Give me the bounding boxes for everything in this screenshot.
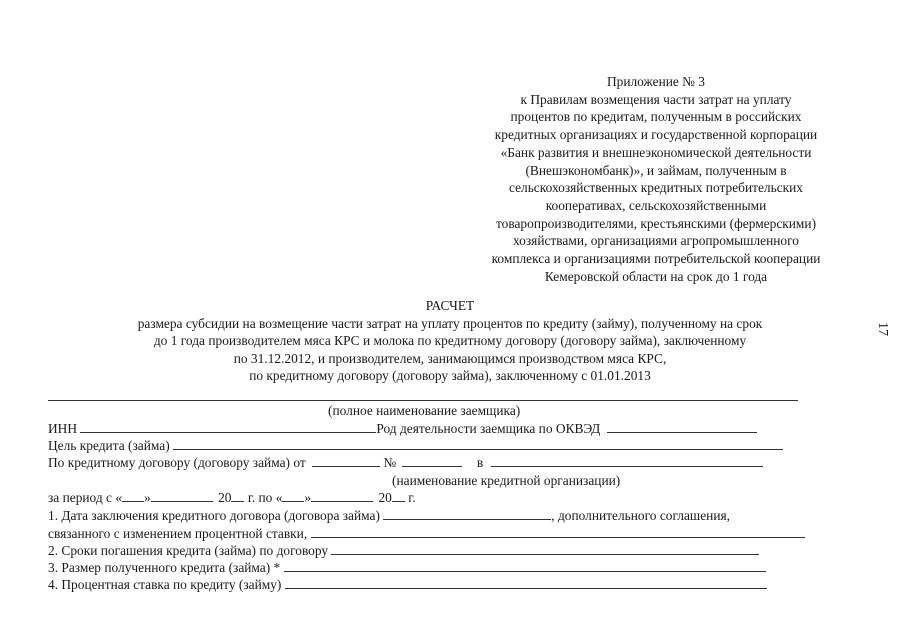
appendix-line: кредитных организациях и государственной корпорации (494, 127, 818, 143)
item-1-date-field[interactable] (383, 508, 551, 520)
item-4-label: 4. Процентная ставка по кредиту (займу) (48, 577, 282, 592)
period-start-month-field[interactable] (151, 490, 213, 502)
item-1-addendum-field[interactable] (311, 526, 805, 538)
appendix-line: (Внешэкономбанк)», и займам, полученным в (525, 162, 787, 178)
year-end: г. (408, 490, 416, 505)
period-end-year-field[interactable] (392, 490, 405, 502)
okved-label: Род деятельности заемщика по ОКВЭД (376, 421, 601, 436)
contract-date-field[interactable] (312, 455, 380, 467)
appendix-line: кооперативах, сельскохозяйственными (545, 197, 767, 213)
item-2-row (48, 543, 759, 559)
year-prefix-2: 20 (378, 490, 392, 505)
title-line: до 1 года производителем мяса КРС и молока по кредитному договору (договору займа), заключенному (153, 333, 747, 348)
borrower-caption: (полное наименование заемщика) (328, 403, 521, 418)
inn-field[interactable] (80, 421, 376, 433)
okved-field[interactable] (607, 421, 757, 433)
appendix-line: хозяйствами, организациями агропромышленного (512, 233, 799, 249)
item-1-label: 1. Дата заключения кредитного договора (договора займа) (48, 508, 380, 523)
appendix-line: товаропроизводителями, крестьянскими (фермерскими) (495, 215, 817, 231)
contract-row (48, 455, 763, 471)
credit-org-field[interactable] (491, 455, 763, 467)
quote-close-2: » (304, 490, 312, 505)
purpose-field[interactable] (173, 438, 783, 450)
appendix-line: сельскохозяйственных кредитных потребительских (508, 180, 804, 196)
period-end-month-field[interactable] (311, 490, 373, 502)
period-start-day-field[interactable] (122, 490, 144, 502)
inn-row (48, 421, 757, 437)
period-start-year-field[interactable] (231, 490, 244, 502)
year-prefix: 20 (218, 490, 232, 505)
item-3-label: 3. Размер полученного кредита (займа) * (48, 560, 281, 575)
quote-close: » (144, 490, 151, 505)
period-prefix: за период с « (48, 490, 123, 505)
year-suffix: г. по « (247, 490, 283, 505)
item-3-row (48, 560, 766, 576)
org-caption: (наименование кредитной организации) (392, 473, 621, 488)
contract-label: По кредитному договору (договору займа) от (48, 455, 306, 470)
item-2-label: 2. Сроки погашения кредита (займа) по договору (48, 543, 329, 558)
appendix-line: Приложение № 3 (606, 74, 706, 89)
item-4-row (48, 577, 767, 593)
inn-label: ИНН (48, 421, 78, 436)
appendix-line: процентов по кредитам, полученным в российских (510, 109, 802, 125)
item-1-cont-row (48, 526, 805, 542)
purpose-row (48, 438, 783, 454)
contract-number-field[interactable] (402, 455, 462, 467)
borrower-name-field[interactable] (48, 400, 798, 401)
in-label: в (476, 455, 484, 470)
page-number: 17 (875, 322, 890, 336)
title-line: по кредитному договору (договору займа), заключенному с 01.01.2013 (249, 368, 651, 383)
purpose-label: Цель кредита (займа) (48, 438, 170, 453)
appendix-line: Кемеровской области на срок до 1 года (544, 268, 768, 284)
item-2-field[interactable] (331, 543, 759, 555)
title-line: размера субсидии на возмещение части затрат на уплату процентов по кредиту (займу), полученному на срок (137, 315, 763, 331)
appendix-header (420, 73, 892, 285)
document-title (90, 297, 810, 385)
period-end-day-field[interactable] (282, 490, 304, 502)
appendix-line: к Правилам возмещения части затрат на уплату (520, 91, 792, 107)
appendix-line: «Банк развития и внешнеэкономической деятельности (500, 144, 812, 160)
title-heading: РАСЧЕТ (425, 298, 475, 313)
appendix-line: комплекса и организациями потребительской кооперации (491, 251, 821, 267)
item-4-field[interactable] (285, 577, 767, 589)
item-1-suffix: , дополнительного соглашения, (551, 508, 731, 523)
item-3-field[interactable] (284, 560, 766, 572)
title-line: по 31.12.2012, и производителем, занимающимся производством мяса КРС, (233, 350, 667, 366)
item-1-row (48, 508, 730, 524)
period-row (48, 490, 416, 506)
item-1-cont-label: связанного с изменением процентной ставки, (48, 526, 308, 541)
number-label: № (383, 455, 397, 470)
